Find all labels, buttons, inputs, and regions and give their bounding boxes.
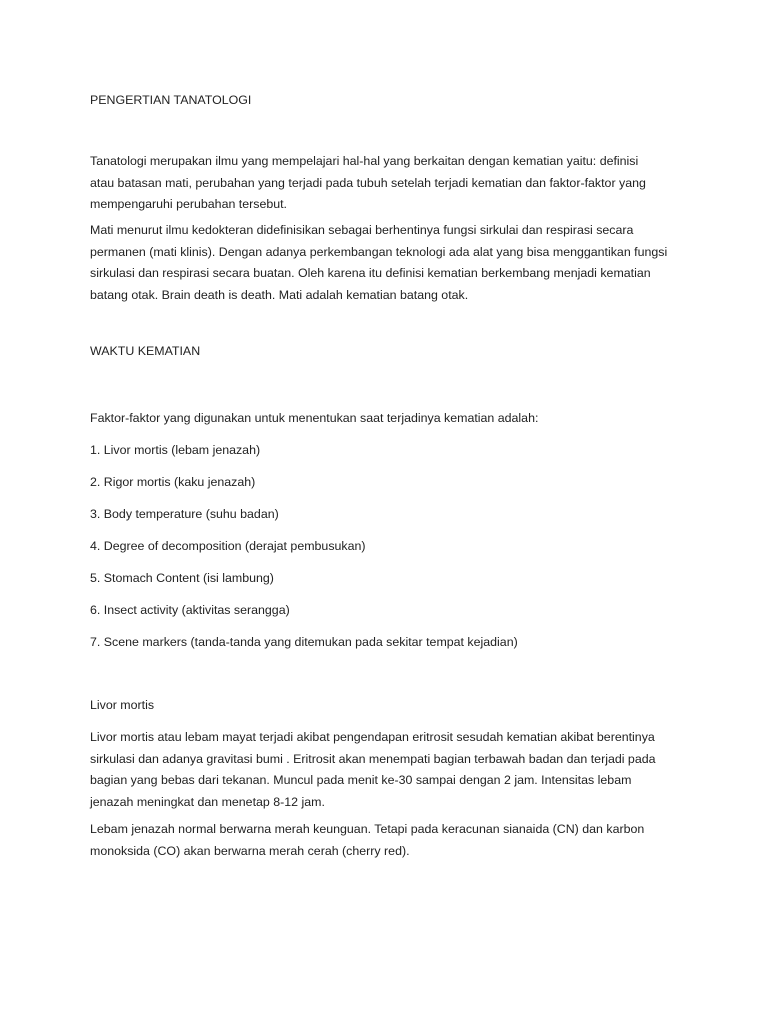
list-item: 1. Livor mortis (lebam jenazah)	[90, 443, 261, 457]
list-item: 3. Body temperature (suhu badan)	[90, 507, 279, 521]
text-line: sirkulasi dan respirasi secara buatan. Oleh karena itu definisi kematian berkembang menjadi kematian	[90, 266, 651, 280]
paragraph-intro	[90, 408, 538, 430]
heading-waktu-kematian	[90, 341, 200, 363]
text-line: Livor mortis atau lebam mayat terjadi akibat pengendapan eritrosit sesudah kematian akibat berentinya	[90, 730, 655, 744]
list-item: 4. Degree of decomposition (derajat pembusukan)	[90, 539, 366, 553]
text-line: permanen (mati klinis). Dengan adanya perkembangan teknologi ada alat yang bisa menggantikan fungsi	[90, 244, 668, 259]
text-line: batang otak. Brain death is death. Mati adalah kematian batang otak.	[90, 287, 469, 302]
heading-text: WAKTU KEMATIAN	[90, 344, 201, 358]
heading-pengertian-tanatologi	[90, 90, 251, 112]
text-line: sirkulasi dan adanya gravitasi bumi . Eritrosit akan menempati bagian terbawah badan dan terjadi pada	[90, 751, 656, 766]
text-line: Mati menurut ilmu kedokteran didefinisikan sebagai berhentinya fungsi sirkulai dan respirasi secara	[90, 223, 634, 237]
heading-text: PENGERTIAN TANATOLOGI	[90, 93, 252, 107]
text-line: atau batasan mati, perubahan yang terjadi pada tubuh setelah terjadi kematian dan faktor-faktor yang	[90, 175, 646, 190]
paragraph-medical-definition	[90, 220, 667, 306]
factor-list	[90, 440, 518, 654]
list-item: 6. Insect activity (aktivitas serangga)	[90, 603, 290, 617]
text-line: Tanatologi merupakan ilmu yang mempelajari hal-hal yang berkaitan dengan kematian yaitu: definisi	[90, 154, 639, 168]
heading-livor-mortis	[90, 695, 154, 717]
paragraph-definition	[90, 151, 646, 216]
list-item: 2. Rigor mortis (kaku jenazah)	[90, 475, 256, 489]
list-item: 7. Scene markers (tanda-tanda yang ditemukan pada sekitar tempat kejadian)	[90, 635, 518, 649]
text-line: mempengaruhi perubahan tersebut.	[90, 197, 288, 211]
text-line: Faktor-faktor yang digunakan untuk menentukan saat terjadinya kematian adalah:	[90, 411, 539, 425]
paragraph-lebam-color	[90, 819, 644, 862]
paragraph-livor-mortis	[90, 727, 656, 813]
list-item: 5. Stomach Content (isi lambung)	[90, 571, 274, 585]
text-line: monoksida (CO) akan berwarna merah cerah (cherry red).	[90, 843, 410, 858]
text-line: jenazah meningkat dan menetap 8-12 jam.	[90, 794, 325, 809]
text-line: bagian yang bebas dari tekanan. Muncul pada menit ke-30 sampai dengan 2 jam. Intensitas lebam	[90, 773, 632, 787]
heading-text: Livor mortis	[90, 698, 155, 712]
text-line: Lebam jenazah normal berwarna merah keunguan. Tetapi pada keracunan sianaida (CN) dan karbon	[90, 822, 645, 836]
